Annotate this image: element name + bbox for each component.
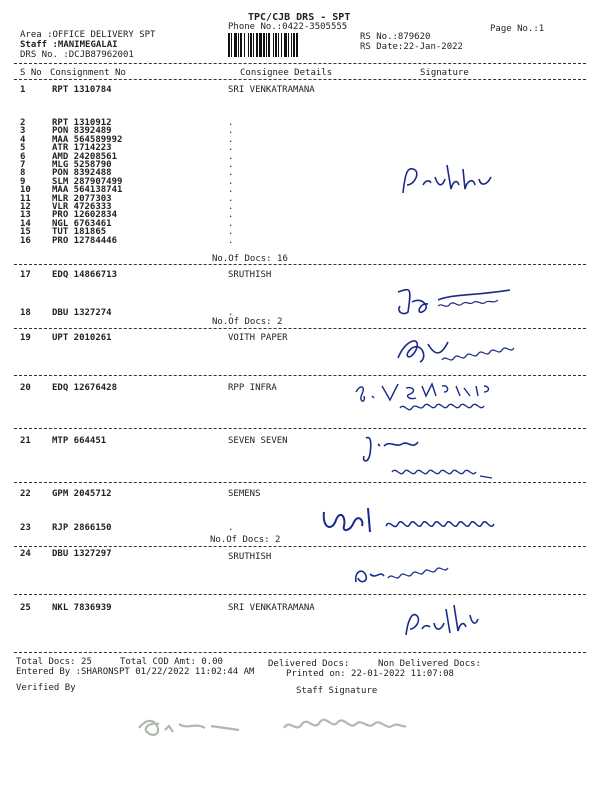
non-delivered-docs: Non Delivered Docs: bbox=[378, 659, 481, 669]
handwritten-signature bbox=[352, 378, 522, 432]
row-consignment: NKL 7836939 bbox=[52, 603, 112, 613]
row-sno: 23 bbox=[20, 523, 31, 533]
row-consignee: SRI VENKATRAMANA bbox=[228, 603, 315, 613]
divider bbox=[14, 482, 586, 483]
row-consignee: . bbox=[228, 202, 234, 212]
row-consignee: . bbox=[228, 151, 234, 162]
handwritten-signature bbox=[395, 155, 515, 209]
row-consignment: NGL 6763461 bbox=[52, 218, 112, 229]
row-sno: 3 bbox=[20, 126, 26, 137]
area-field: Area :OFFICE DELIVERY SPT bbox=[20, 30, 156, 40]
row-consignee: . bbox=[228, 143, 234, 154]
row-consignee: . bbox=[228, 160, 234, 170]
row-sno: 9 bbox=[20, 176, 26, 187]
row-consignee: SRUTHISH bbox=[228, 270, 272, 280]
row-consignment: DBU 1327297 bbox=[52, 549, 112, 559]
row-consignee: . bbox=[228, 134, 234, 145]
row-consignee: SRI VENKATRAMANA bbox=[228, 85, 315, 95]
entered-by: Entered By :SHARONSPT 01/22/2022 11:02:44 AM bbox=[16, 667, 255, 677]
row-consignee: VOITH PAPER bbox=[228, 333, 288, 343]
page-number: Page No.:1 bbox=[490, 24, 545, 34]
row-consignment: MAA 564589992 bbox=[52, 134, 123, 145]
row-sno: 4 bbox=[20, 134, 26, 145]
handwritten-signature bbox=[392, 328, 532, 377]
delivered-docs: Delivered Docs: bbox=[268, 659, 350, 669]
row-consignment: DBU 1327274 bbox=[52, 308, 112, 318]
row-consignee: . bbox=[228, 218, 234, 229]
row-sno: 10 bbox=[20, 185, 31, 196]
row-consignment: RJP 2866150 bbox=[52, 523, 112, 533]
row-sno: 1 bbox=[20, 85, 26, 95]
row-consignee: . bbox=[228, 235, 234, 246]
handwritten-signature bbox=[318, 502, 518, 551]
row-sno: 25 bbox=[20, 603, 31, 613]
total-cod: Total COD Amt: 0.00 bbox=[120, 657, 223, 667]
col-signature: Signature bbox=[420, 68, 469, 78]
staff-signature-label: Staff Signature bbox=[296, 686, 378, 696]
row-sno: 21 bbox=[20, 436, 31, 446]
row-consignment: RPT 1310912 bbox=[52, 118, 112, 128]
rs-date: RS Date:22-Jan-2022 bbox=[360, 42, 463, 52]
row-sno: 12 bbox=[20, 202, 31, 212]
verified-by: Verified By bbox=[16, 683, 76, 693]
row-sno: 5 bbox=[20, 143, 26, 154]
row-consignment: TUT 181865 bbox=[52, 227, 107, 238]
col-consignee: Consignee Details bbox=[240, 68, 333, 78]
drs-number: DRS No. :DCJB87962001 bbox=[20, 50, 134, 60]
handwritten-signature bbox=[350, 560, 480, 594]
row-sno: 11 bbox=[20, 193, 31, 204]
row-consignee: . bbox=[228, 523, 234, 533]
row-sno: 15 bbox=[20, 227, 31, 238]
row-sno: 14 bbox=[20, 218, 31, 229]
row-consignee: . bbox=[228, 185, 234, 196]
row-sno: 16 bbox=[20, 235, 31, 246]
row-consignee: . bbox=[228, 210, 234, 221]
row-consignment: MLG 5258790 bbox=[52, 160, 112, 170]
row-consignment: AMD 24208561 bbox=[52, 151, 118, 162]
row-consignment: PON 8392488 bbox=[52, 168, 112, 179]
row-consignment: EDQ 12676428 bbox=[52, 383, 118, 393]
row-sno: 13 bbox=[20, 210, 31, 221]
divider bbox=[14, 63, 586, 64]
divider bbox=[14, 594, 586, 595]
row-consignee: . bbox=[228, 193, 234, 204]
row-sno: 19 bbox=[20, 333, 31, 343]
phone-number: Phone No.:0422-3505555 bbox=[228, 22, 348, 32]
row-consignee: SEVEN SEVEN bbox=[228, 436, 288, 446]
docs-count: No.Of Docs: 2 bbox=[210, 535, 281, 545]
row-consignment: PRO 12784446 bbox=[52, 235, 118, 246]
row-consignee: . bbox=[228, 126, 234, 137]
handwritten-signature bbox=[360, 432, 500, 491]
row-consignment: PON 8392489 bbox=[52, 126, 112, 137]
row-consignee: . bbox=[228, 176, 234, 187]
row-sno: 6 bbox=[20, 151, 26, 162]
row-sno: 8 bbox=[20, 168, 26, 179]
row-consignee: . bbox=[228, 118, 234, 128]
barcode bbox=[228, 33, 352, 57]
row-sno: 18 bbox=[20, 308, 31, 318]
row-consignment: RPT 1310784 bbox=[52, 85, 112, 95]
rs-number: RS No.:879620 bbox=[360, 32, 431, 42]
row-consignee: SRUTHISH bbox=[228, 552, 272, 562]
col-consignment: Consignment No bbox=[50, 68, 126, 78]
docs-count: No.Of Docs: 16 bbox=[212, 254, 288, 264]
row-sno: 22 bbox=[20, 489, 31, 499]
col-sno: S No bbox=[20, 68, 42, 78]
row-sno: 2 bbox=[20, 118, 26, 128]
row-sno: 24 bbox=[20, 549, 31, 559]
verifier-signature bbox=[135, 712, 245, 751]
barcode-bar bbox=[296, 33, 298, 57]
row-consignment: MAA 564138741 bbox=[52, 185, 123, 196]
row-consignment: UPT 2010261 bbox=[52, 333, 112, 343]
row-consignment: ATR 1714223 bbox=[52, 143, 112, 154]
staff-field: Staff :MANIMEGALAI bbox=[20, 40, 118, 50]
divider bbox=[14, 264, 586, 265]
row-consignment: PRO 12602834 bbox=[52, 210, 118, 221]
printed-on: Printed on: 22-01-2022 11:07:08 bbox=[286, 669, 454, 679]
row-consignee: . bbox=[228, 168, 234, 179]
row-consignee: RPP INFRA bbox=[228, 383, 277, 393]
divider bbox=[14, 79, 586, 80]
report-title: TPC/CJB DRS - SPT bbox=[248, 12, 351, 23]
total-docs: Total Docs: 25 bbox=[16, 657, 92, 667]
row-consignment: MLR 2077303 bbox=[52, 193, 112, 204]
row-consignment: GPM 2045712 bbox=[52, 489, 112, 499]
row-consignment: SLM 287907499 bbox=[52, 176, 123, 187]
row-consignee: . bbox=[228, 308, 234, 318]
staff-signature bbox=[280, 712, 410, 746]
row-consignment: MTP 664451 bbox=[52, 436, 107, 446]
handwritten-signature bbox=[400, 595, 480, 654]
row-sno: 20 bbox=[20, 383, 31, 393]
row-consignee: . bbox=[228, 227, 234, 238]
row-sno: 17 bbox=[20, 270, 31, 280]
row-consignment: VLR 4726333 bbox=[52, 202, 112, 212]
divider bbox=[14, 652, 586, 653]
row-consignment: EDQ 14866713 bbox=[52, 270, 118, 280]
handwritten-signature bbox=[392, 282, 522, 326]
row-consignee: SEMENS bbox=[228, 489, 261, 499]
row-sno: 7 bbox=[20, 160, 26, 170]
docs-count: No.Of Docs: 2 bbox=[212, 317, 283, 327]
